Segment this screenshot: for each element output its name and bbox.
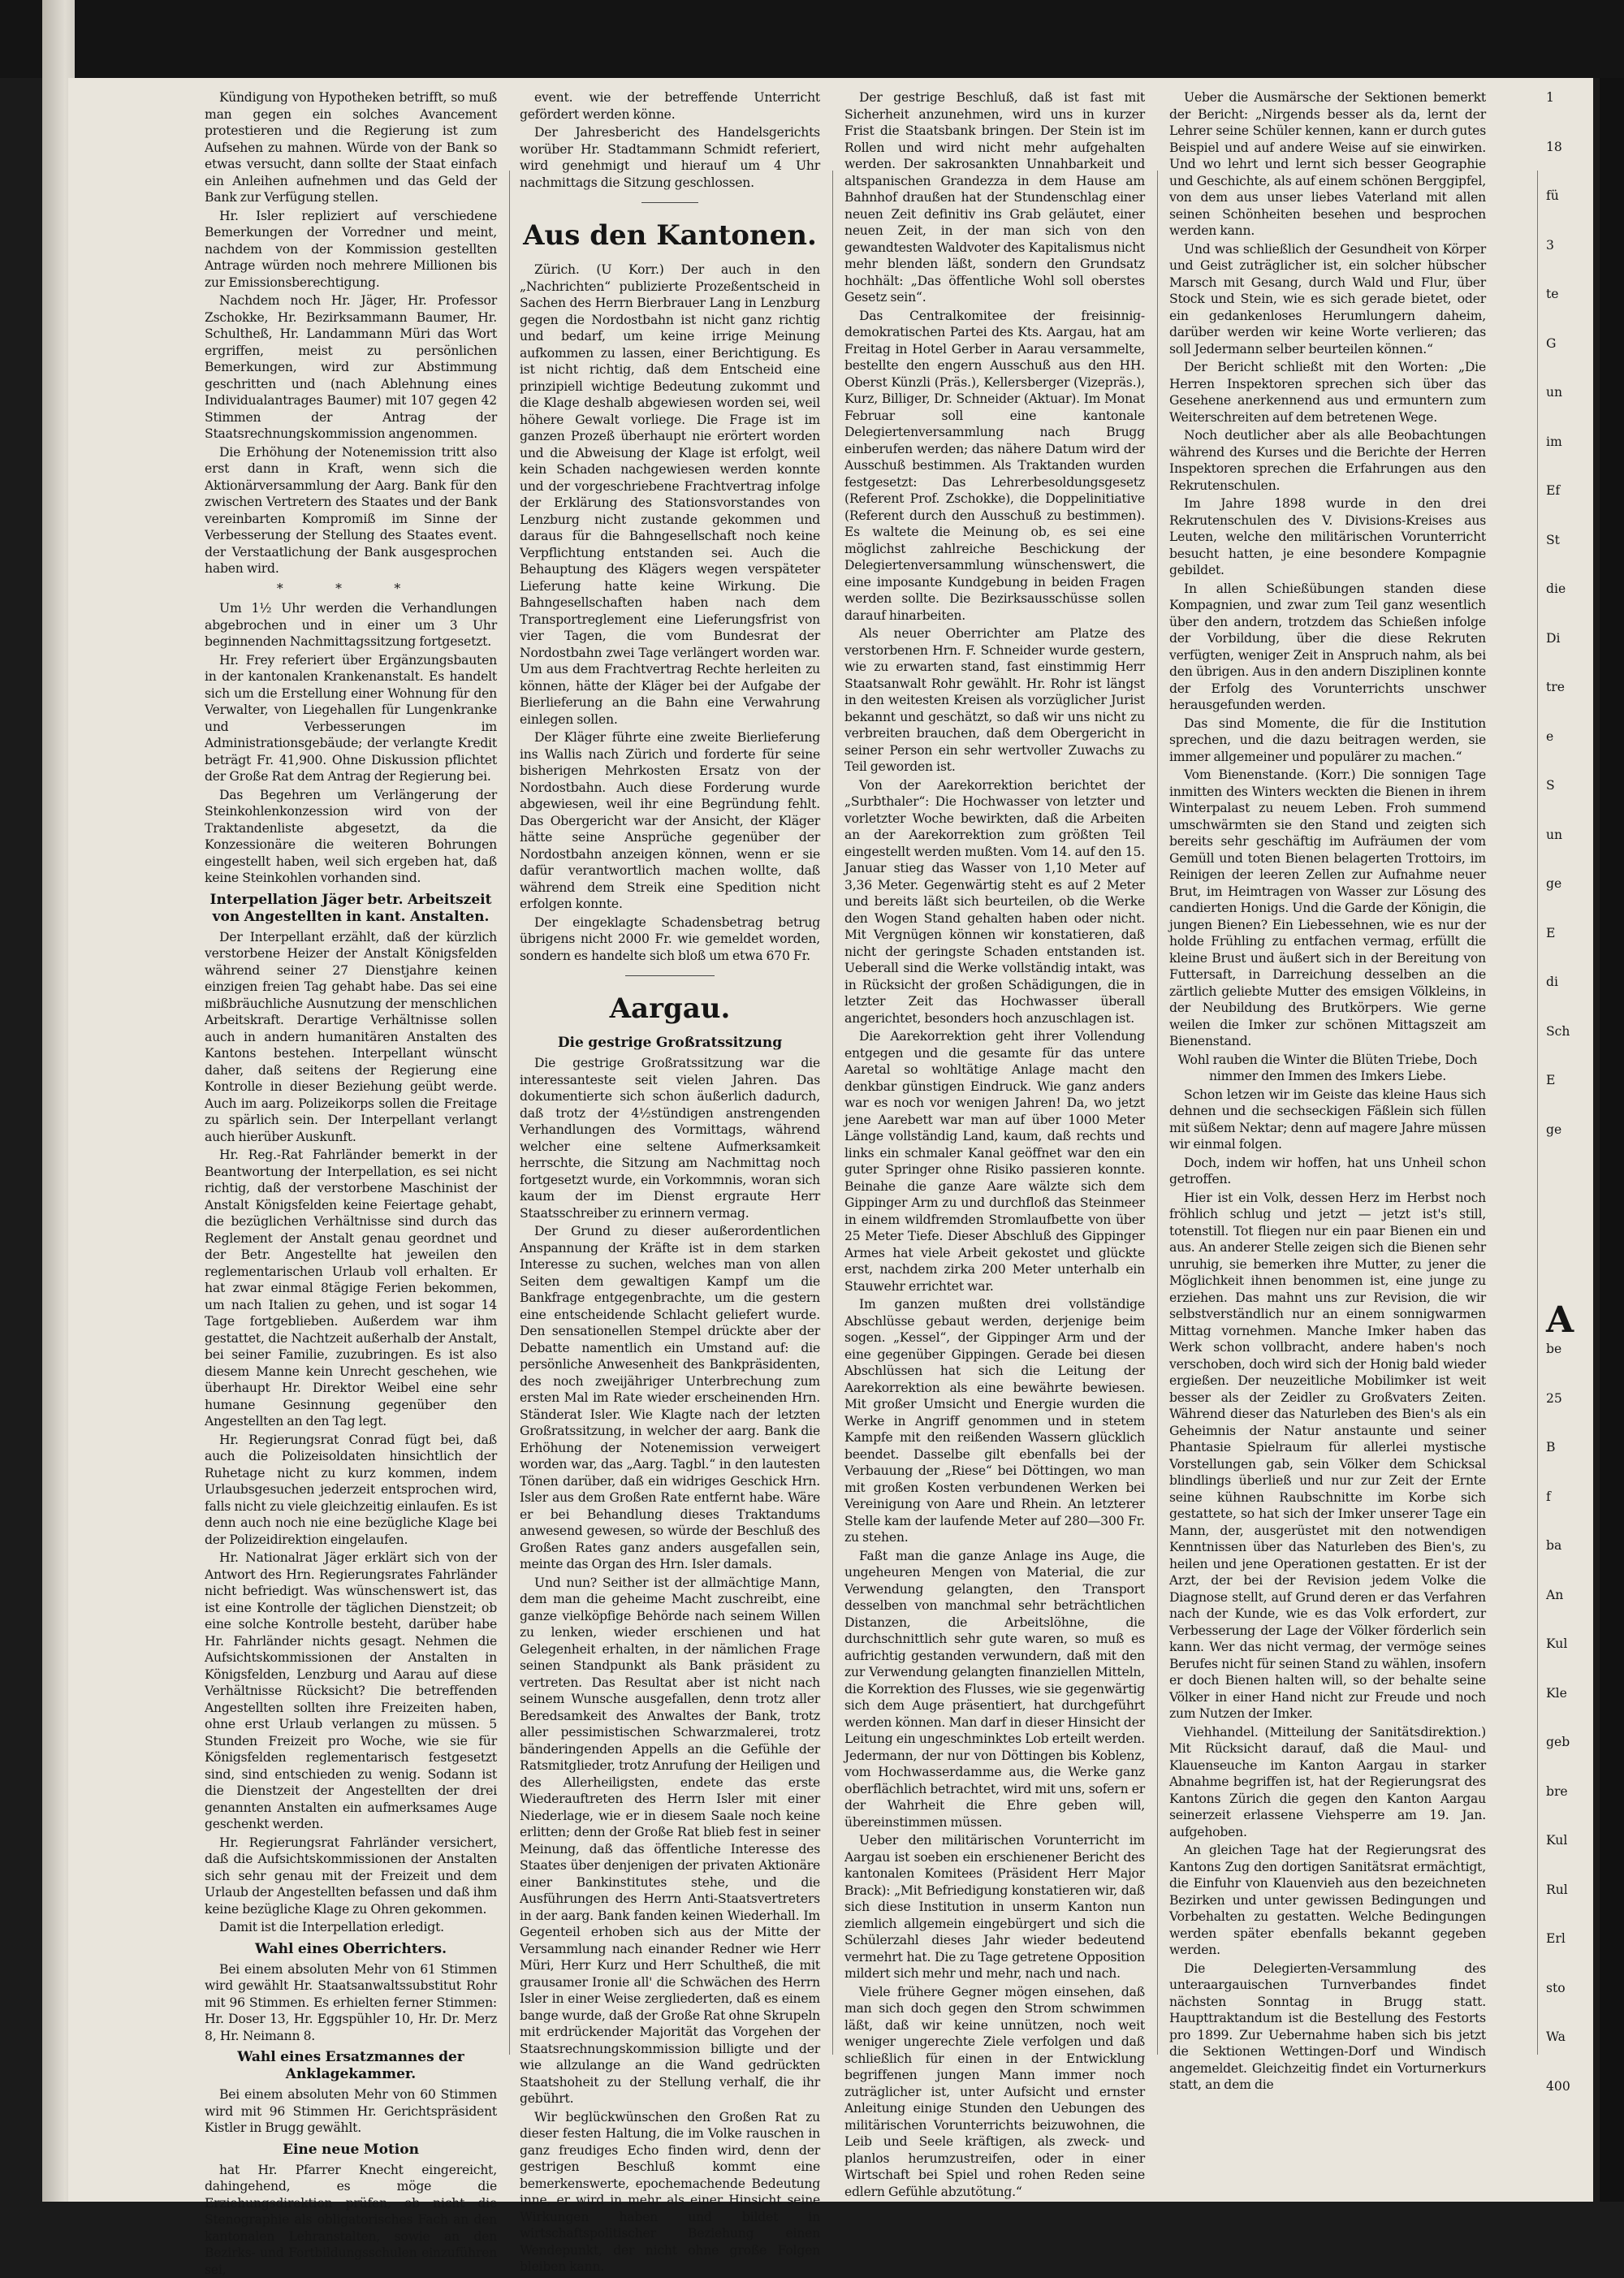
paragraph: Und nun? Seither ist der allmächtige Mann, dem man die geheime Macht zuschreibt, eine ganze vielköpfige Behörde nach seinem Willen zu lenken, wieder erschienen und hat Gelegenheit erhalten, in der nämlichen Frage seinen Standpunkt als Bank präsident zu vertreten. Das Resultat aber ist nicht nach seinem Wunsche ausgefallen, denn trotz aller Beredsamkeit des Anwaltes der Bank, trotz aller pessimistischen Schwarzmalerei, trotz bänderingenden Appells an die Gefühle der Ratsmitglieder, trotz Anrufung der Heiligen und des Allerheiligsten, endete das erste Wiederauftreten des Herrn Isler mit einer Niederlage, wie er in diesem Saale noch keine erlitten; denn der Große Rat blieb fest in seiner Meinung, daß das öffentliche Interesse des Staates über denjenigen der privaten Aktionäre einer Bankinstitutes stehe, und die Ausführungen des Herrn Anti-Staatsvertreters in der aarg. Bank fanden keinen Wiederhall. Im Gegenteil erhoben sich aus der Mitte der Versammlung nach einander Redner wie Herr Müri, Herr Kurz und Herr Schultheß, die mit grausamer Ironie all' die Schwächen des Herrn Isler in einer Weise zergliederten, daß es einem bange wurde, daß der Große Rat ohne Skrupeln mit erdrückender Majorität das Vorgehen der Staatsrechnungskommission billigte und der wie allzulange an die Wand gedrückten Staatshoheit zu der Stellung verhalf, die ihr gebührt. — [520, 1575, 820, 2107]
heading-interpellation: Interpellation Jäger betr. Arbeitszeit von Angestellten in kant. Anstalten. — [205, 892, 497, 926]
fragment-line: 25 — [1546, 1390, 1596, 1407]
paragraph: Ueber den militärischen Vorunterricht im Aargau ist soeben ein erschienener Bericht des kantonalen Komitees (Präsident Herr Major Brack): „Mit Befriedigung konstatieren wir, daß sich diese Institution in unserm Kanton nun ziemlich allgemein eingebürgert und sich die Schülerzahl dieses Jahr wieder bedeutend vermehrt hat. Die zu Tage getretene Opposition mildert sich mehr und mehr, nach und nach. — [844, 1832, 1145, 1982]
column-2 — [520, 89, 820, 2128]
column-4 — [1169, 89, 1486, 2128]
paragraph: Ueber die Ausmärsche der Sektionen bemerkt der Bericht: „Nirgends besser als da, lernt der Lehrer seine Schüler kennen, kann er durch gutes Beispiel und auf andere Weise auf sie einwirken. Und wo lehrt und lernt sich besser Geographie und Geschichte, als auf einem schönen Berggipfel, von dem aus unser liebes Vaterland mit allen seinen Schönheiten besehen und besprochen werden kann. — [1169, 89, 1486, 240]
paragraph: Hr. Isler repliziert auf verschiedene Bemerkungen der Vorredner und meint, nachdem von der Kommission gestellten Antrage würden noch mehrere Millionen bis zur Emissionsberechtigung. — [205, 208, 497, 292]
fragment-line: St — [1546, 532, 1596, 549]
fragment-line: sto — [1546, 1980, 1596, 1997]
scan-right-border — [1600, 78, 1624, 2202]
section-rule — [641, 202, 698, 203]
paragraph: Das sind Momente, die für die Institution sprechen, und die dazu beitragen werden, sie immer allgemeiner und populärer zu machen.“ — [1169, 715, 1486, 766]
fragment-line: Rul — [1546, 1882, 1596, 1899]
section-title-aargau: Aargau. — [520, 991, 820, 1027]
paragraph: Hr. Regierungsrat Conrad fügt bei, daß auch die Polizeisoldaten hinsichtlich der Ruhetage nicht zu kurz kommen, indem Urlaubsgesuchen jederzeit entsprochen wird, falls nicht zu viele gleichzeitig einlaufen. Es ist denn auch noch nie eine bezügliche Klage bei der Polizeidirektion eingelaufen. — [205, 1432, 497, 1549]
fragment-line: die — [1546, 581, 1596, 598]
fragment-line: im — [1546, 434, 1596, 451]
paragraph: Der Bericht schließt mit den Worten: „Die Herren Inspektoren sprechen sich über das Gesehene anerkennend aus und ermuntern zum Weiterschreiten auf dem betretenen Wege. — [1169, 359, 1486, 426]
paragraph: Noch deutlicher aber als alle Beobachtungen während des Kurses und die Berichte der Herren Inspektoren sprechen die Erfahrungen aus den Rekrutenschulen. — [1169, 427, 1486, 494]
paragraph: Der Kläger führte eine zweite Bierlieferung ins Wallis nach Zürich und forderte für seine bisherigen Mehrkosten Ersatz von der Nordostbahn. Auch diese Forderung wurde abgewiesen, weil ihr eine Begründung fehlt. Das Obergericht war der Ansicht, der Kläger hätte seine Ansprüche gegenüber der Nordostbahn anzeigen können, wenn er sie dafür verantwortlich machen wollte, daß während dem Streik eine Spedition nicht erfolgen konnte. — [520, 729, 820, 913]
column-1 — [205, 89, 497, 2128]
paragraph: Als neuer Oberrichter am Platze des verstorbenen Hrn. F. Schneider wurde gestern, wie zu erwarten stand, fast einstimmig Herr Staatsanwalt Rohr gewählt. Hr. Rohr ist längst in den weitesten Kreisen als vorzüglicher Jurist bekannt und geschätzt, so daß wir uns nicht zu verbreiten brauchen, daß dem Obergericht in seiner Person ein sehr wertvoller Zuwachs zu Teil geworden ist. — [844, 625, 1145, 776]
fragment-line: bre — [1546, 1783, 1596, 1800]
paragraph: Bei einem absoluten Mehr von 61 Stimmen wird gewählt Hr. Staatsanwaltssubstitut Rohr mit 96 Stimmen. Es erhielten ferner Stimmen: Hr. Doser 13, Hr. Eggspühler 10, Hr. Dr. Merz 8, Hr. Neimann 8. — [205, 1961, 497, 2045]
paragraph: Doch, indem wir hoffen, hat uns Unheil schon getroffen. — [1169, 1155, 1486, 1188]
paragraph: Zürich. (U Korr.) Der auch in den „Nachrichten“ publizierte Prozeßentscheid in Sachen des Herrn Bierbrauer Lang in Lenzburg gegen die Nordostbahn ist nicht ganz richtig und bedarf, um keine irrige Meinung aufkommen zu lassen, einer Berichtigung. Es ist nicht richtig, daß dem Entscheid eine prinzipiell wichtige Bedeutung zukommt und die Klage deshalb abgewiesen worden sei, weil höhere Gewalt vorliege. Die Frage ist im ganzen Prozeß überhaupt nie erörtert worden und die Abweisung der Klage ist erfolgt, weil kein Schaden nachgewiesen werden konnte und der vorgeschriebene Frachtvertrag infolge der Erklärung des Stationsvorstandes von Lenzburg nicht zustande gekommen und daraus für die Bahngesellschaft noch keine Verpflichtung entstanden sei. Auch die Behauptung des Klägers wegen verspäteter Lieferung hatte keine Wirkung. Die Bahngesellschaften haben nach dem Transportreglement eine Lieferungsfrist von vier Tagen, die vom Bundesrat der Nordostbahn zwei Tage verlängert worden war. Um aus dem Frachtvertrag Rechte herleiten zu können, hätte der Kläger bei der Aufgabe der Bierlieferung an die Bahn eine Verwahrung einlegen sollen. — [520, 262, 820, 728]
fragment-line: B — [1546, 1439, 1596, 1456]
paragraph: An gleichen Tage hat der Regierungsrat des Kantons Zug den dortigen Sanitätsrat ermächtigt, die Einfuhr von Klauenvieh aus den bezeichneten Bezirken und unter gewissen Bedingungen und Vorbehalten zu gestatten. Welche Bedingungen werden später ebenfalls bekannt gegeben werden. — [1169, 1842, 1486, 1959]
paragraph: Die Delegierten-Versammlung des unteraargauischen Turnverbandes findet nächsten Sonntag in Brugg statt. Haupttraktandum ist die Bestellung des Festorts pro 1899. Zur Uebernahme haben sich bis jetzt die Sektionen Wettingen-Dorf und Windisch angemeldet. Gleichzeitig findet ein Vorturnerkurs statt, an dem die — [1169, 1960, 1486, 2094]
paragraph: Hr. Reg.-Rat Fahrländer bemerkt in der Beantwortung der Interpellation, es sei nicht richtig, daß der verstorbene Maschinist der Anstalt Königsfelden keine Feiertage gehabt, die bezüglichen Verhältnisse sind durch das Reglement der Anstalt genau geordnet und der Betr. Angestellte hat jeweilen den reglementarischen Urlaub voll erhalten. Er hat zwar einmal 8tägige Ferien bekommen, um nach Italien zu gehen, und ist sogar 14 Tage fortgeblieben. Außerdem war ihm gestattet, die Nachtzeit außerhalb der Anstalt, bei seiner Familie, zuzubringen. Es ist also diesem Manne kein Unrecht geschehen, wie überhaupt Hr. Direktor Weibel eine sehr humane Gesinnung gegenüber den Angestellten an den Tag legt. — [205, 1147, 497, 1430]
paragraph: Der eingeklagte Schadensbetrag betrug übrigens nicht 2000 Fr. wie gemeldet worden, sondern es handelte sich bloß um etwa 670 Fr. — [520, 914, 820, 965]
paragraph: Der Grund zu dieser außerordentlichen Anspannung der Kräfte ist in dem starken Interesse zu suchen, welches man von allen Seiten dem gewaltigen Kampf um die Bankfrage entgegenbrachte, um die gestern eine entscheidende Schlacht geliefert wurde. Den sensationellen Stempel drückte aber der Debatte namentlich ein Umstand auf: die persönliche Anwesenheit des Bankpräsidenten, des noch zweijähriger Unterbrechung zum ersten Mal im Rate wieder erscheinenden Hrn. Ständerat Isler. Wie Klagte nach der letzten Großratssitzung, in welcher der aarg. Bank die Erhöhung der Notenemission verweigert worden war, das „Aarg. Tagbl.“ in den lautesten Tönen darüber, daß ein widriges Geschick Hrn. Isler aus dem Großen Rate entfernt habe. Wäre er bei Behandlung dieses Traktandums anwesend gewesen, so würde der Beschluß des Großen Rates ganz anders ausgefallen sein, meinte das Organ des Hrn. Isler damals. — [520, 1223, 820, 1573]
paragraph: Hr. Regierungsrat Fahrländer versichert, daß die Aufsichtskommissionen der Anstalten sich sehr genau mit der Freizeit und dem Urlaub der Angestellten befassen und daß ihm keine bezügliche Klage zu Ohren gekommen. — [205, 1835, 497, 1918]
fragment-line: An — [1546, 1587, 1596, 1604]
fragment-line: 1 — [1546, 89, 1596, 106]
section-rule — [625, 975, 715, 976]
fragment-line: Erl — [1546, 1930, 1596, 1947]
section-stars: * * * — [205, 581, 497, 598]
paragraph: Der Interpellant erzählt, daß der kürzlich verstorbene Heizer der Anstalt Königsfelden während seiner 27 Dienstjahre keinen einzigen freien Tag gehabt habe. Das sei eine mißbräuchliche Ausnutzung der menschlichen Arbeitskraft. Derartige Verhältnisse sollen auch in andern humanitären Anstalten des Kantons bestehen. Interpellant wünscht daher, daß seitens der Regierung eine Kontrolle in dieser Beziehung geübt werde. Auch im aarg. Polizeikorps sollen die Freitage zu spärlich sein. Der Interpellant verlangt auch hierüber Auskunft. — [205, 929, 497, 1146]
heading-oberrichter: Wahl eines Oberrichters. — [205, 1941, 497, 1958]
paragraph: Die gestrige Großratssitzung war die interessanteste seit vielen Jahren. Das dokumentierte sich schon äußerlich dadurch, daß trotz der 4½stündigen anstrengenden Verhandlungen des Vormittags, während welcher eine seltene Aufmerksamkeit herrschte, die Sitzung am Nachmittag noch fortgesetzt wurde, ein Vorkommnis, woran sich kaum der im Dienst ergraute Herr Staatsschreiber zu erinnern vermag. — [520, 1055, 820, 1221]
paragraph: Wir beglückwünschen den Großen Rat zu dieser festen Haltung, die im Volke rauschen in ganz freudiges Echo finden wird, denn der gestrigen Beschluß kommt eine bemerkenswerte, epochemachende Bedeutung inne, er wird in mehr als einer Hinsicht seine Wirkungen haben und bildet in wirtschaftspolitischer Beziehung einen Wendepunkt, der nicht ohne große Folgen bleiben kann. — [520, 2109, 820, 2276]
paragraph: Das Begehren um Verlängerung der Steinkohlenkonzession wird von der Traktandenliste abgesetzt, da die Konzessionäre die weiteren Bohrungen eingestellt haben, weil sich ergeben hat, daß keine Steinkohlen vorhanden sind. — [205, 787, 497, 887]
paragraph: hat Hr. Pfarrer Knecht eingereicht, dahingehend, es möge die Erziehungsdirektion prüfen, ob nicht die Stenographie als obligatorisches Fach an den kantonalen Lehranstalten, sowie an den Bezirks- und Fortbildungsschulen einzuführen sei, — [205, 2162, 497, 2278]
paragraph: Der gestrige Beschluß, daß ist fast mit Sicherheit anzunehmen, wird uns in kurzer Frist die Staatsbank bringen. Der Stein ist im Rollen und wird nicht mehr aufgehalten werden. Der sakrosankten Unnahbarkeit und altspanischen Grandezza in dem Hause am Bahnhof draußen hat der Stundenschlag einer neuen Zeit definitiv ins Grab geläutet, einer neuen Zeit, in der man sich von den gewandtesten Waldvoter des Kapitalismus nicht mehr blenden läßt, sondern den Grundsatz hochhält: „Das öffentliche Wohl soll oberstes Gesetz sein“. — [844, 89, 1145, 306]
paragraph: Der Jahresbericht des Handelsgerichts worüber Hr. Stadtammann Schmidt referiert, wird genehmigt und hierauf um 4 Uhr nachmittags die Sitzung geschlossen. — [520, 124, 820, 191]
paragraph: In allen Schießübungen standen diese Kompagnien, und zwar zum Teil ganz wesentlich über den andern, trotzdem das Schießen infolge der Vorbildung, über die diese Rekruten verfügten, weniger Zeit in Anspruch nahm, als bei den übrigen. Aus in den andern Disziplinen konnte der Erfolg des Vorunterrichts unschwer herausgefunden werden. — [1169, 581, 1486, 714]
heading-grossratssitzung: Die gestrige Großratssitzung — [520, 1035, 820, 1052]
fragment-line: Kul — [1546, 1636, 1596, 1653]
paragraph: Das Centralkomitee der freisinnig-demokratischen Partei des Kts. Aargau, hat am Freitag in Hotel Gerber in Aarau versammelte, bestellte den engern Ausschuß aus den HH. Oberst Künzli (Präs.), Kellersberger (Vizepräs.), Kurz, Billiger, Dr. Schneider (Aktuar). Im Monat Februar soll eine kantonale Delegiertenversammlung nach Brugg einberufen werden; das nähere Datum wird der Ausschuß bestimmen. Als Traktanden wurden festgesetzt: Das Lehrerbesoldungsgesetz (Referent Prof. Zschokke), die Doppelinitiative (Referent durch den Ausschuß zu bestimmen). Es waltete die Meinung ob, es sei eine möglichst zahlreiche Beschickung der Delegiertenversammlung wünschenswert, die eine imposante Kundgebung in beiden Fragen werden sollte. Die Bezirksausschüsse sollen darauf hinarbeiten. — [844, 308, 1145, 625]
fragment-line: tre — [1546, 679, 1596, 696]
paragraph: event. wie der betreffende Unterricht gefördert werden könne. — [520, 89, 820, 123]
column-divider — [1537, 171, 1538, 2055]
scan-top-border — [0, 0, 1624, 78]
paragraph: Kündigung von Hypotheken betrifft, so muß man gegen ein solches Avancement protestieren und die Regierung ist zum Aufsehen zu mahnen. Würde von der Bank so etwas versucht, dann sollte der Staat einfach ein Anleihen aufnehmen und das Geld der Bank zur Verfügung stellen. — [205, 89, 497, 206]
fragment-line: f — [1546, 1489, 1596, 1506]
paragraph: Hier ist ein Volk, dessen Herz im Herbst noch fröhlich schlug und jetzt — jetzt ist's still, totenstill. Tot fliegen nur ein paar Bienen ein und aus. An anderer Stelle zeigen sich die Bienen sehr unruhig, sie bemerken ihre Mutter, zu jener die Möglichkeit ihnen benommen ist, eine junge zu erziehen. Das mahnt uns zur Revision, die wir selbstverständlich nur an einem sonnigwarmen Mittag vornehmen. Manche Imker haben das Werk schon vollbracht, andere haben's noch verschoben, doch wird sich der Honig bald wieder ergießen. Der neuzeitliche Mobilimker ist weit besser als der Zeidler zu Großvaters Zeiten. Während dieser das Naturleben des Bien's als ein Geheimnis der Natur anstaunte und seiner Phantasie Spielraum für allerlei mystische Vorstellungen gab, sein Völker dem Schicksal blindlings überließ und nur zur Zeit der Ernte seine kühnen Raubschnitte im Korbe sich gestattete, so hat sich der Imker unserer Tage ein Mann, der, ausgerüstet mit den notwendigen Kenntnissen über das Naturleben des Bien's, zu heilen und jene Operationen gestatten. Er ist der Arzt, der bei der Revision jedem Volke die Diagnose stellt, auf Grund deren er das Verfahren nach der Kunde, wie es das Volk erfordert, zur Verbesserung der Lage der Völker förderlich sein kann. Wer das nicht vermag, der vermöge seines Berufes nicht für seinen Stand zu wählen, insofern er doch Bienen halten will, so der behalte seine Völker in einer Hand nicht zur Freude und noch zum Nutzen der Imker. — [1169, 1190, 1486, 1723]
paragraph: Damit ist die Interpellation erledigt. — [205, 1919, 497, 1936]
fragment-line: be — [1546, 1341, 1596, 1358]
fragment-line: Kle — [1546, 1685, 1596, 1702]
fragment-heading: A — [1546, 1300, 1596, 1341]
fragment-line: S — [1546, 777, 1596, 794]
fragment-line: Wa — [1546, 2029, 1596, 2046]
paragraph: Faßt man die ganze Anlage ins Auge, die ungeheuren Mengen von Material, die zur Verwendung gelangten, den Transport desselben von manchmal sehr beträchtlichen Distanzen, die Arbeitslöhne, die durchschnittlich sehr gute waren, so muß es aufrichtig gestanden verwundern, daß mit den zur Verwendung gelangten finanziellen Mitteln, die Korrektion des Flusses, wie sie gegenwärtig sich dem Auge präsentiert, hat durchgeführt werden können. Man darf in dieser Hinsicht der Leitung ein ungeschminktes Lob erteilt werden. Jedermann, der nur von Döttingen bis Koblenz, vom Hochwasserdamme aus, die Werke ganz oberflächlich betrachtet, wird mit uns, sofern er der Wahrheit die Ehre geben will, übereinstimmen müssen. — [844, 1548, 1145, 1831]
paragraph: Viele frühere Gegner mögen einsehen, daß man sich doch gegen den Strom schwimmen läßt, daß wir keine unnützen, noch weit weniger ungerechte Ziele verfolgen und daß schließlich für einen in der Entwicklung begriffenen jungen Mann immer noch zuträglicher ist, unter Aufsicht und ernster Anleitung einige Stunden den Uebungen des militärischen Vorunterrichts beizuwohnen, die Leib und Seele kräftigen, als zweck- und planlos herumzustreifen, oder in einer Wirtschaft bei Spiel und rohen Reden seine edlern Gefühle abzutötung.“ — [844, 1984, 1145, 2201]
column-divider — [832, 171, 833, 2055]
paragraph: Die Erhöhung der Notenemission tritt also erst dann in Kraft, wenn sich die Aktionärversammlung der Aarg. Bank für den zwischen Vertretern des Staates und der Bank vereinbarten Kompromiß im Sinne der Verbesserung der Stellung des Staates event. der Verstaatlichung der Bank ausgesprochen haben wird. — [205, 444, 497, 577]
fragment-line: Sch — [1546, 1023, 1596, 1040]
paragraph: Vom Bienenstande. (Korr.) Die sonnigen Tage inmitten des Winters weckten die Bienen in ihrem Winterpalast zu neuem Leben. Froh summend umschwärmten sie den Stand und zeigten sich bereits sehr geschäftig im Aufräumen der vom Gemüll und toten Bienen belagerten Trottoirs, im Reinigen der leeren Zellen zur Aufnahme neuer Brut, im Heimtragen von Wasser zur Lösung des candierten Honigs. Und die Garde der Königin, die jungen Bienen? Ein Liebessehnen, wie es nur der holde Frühling zu entfachen vermag, erfüllt die kleine Brust und äußert sich in der Bereitung von Futtersaft, in Darreichung desselben an die zärtlich geliebte Mutter des emsigen Völkleins, in der Neubildung des Brutkörpers. Wie gerne weilen die Imker zur schönen Mittagszeit am Bienenstand. — [1169, 767, 1486, 1050]
fragment-line: Di — [1546, 630, 1596, 647]
paragraph: Im ganzen mußten drei vollständige Abschlüsse gebaut werden, derjenige beim sogen. „Kessel“, der Gippinger Arm und der eine gegenüber Gippingen. Gerade bei diesen Abschlüssen hat sich die Leitung der Aarekorrektion als eine bewährte bewiesen. Mit großer Umsicht und Energie wurden die Werke in Angriff genommen und in stetem Kampfe mit den reißenden Wassern glücklich beendet. Dasselbe gilt ebenfalls bei der Verbauung der „Riese“ bei Döttingen, wo man mit großen Kosten verbundenen Werken bei Vereinigung von Aare und Rhein. An letzterer Stelle kam der laufende Meter auf 280—300 Fr. zu stehen. — [844, 1296, 1145, 1546]
fragment-line: te — [1546, 286, 1596, 303]
fragment-line: Ef — [1546, 482, 1596, 499]
fragment-line: ba — [1546, 1537, 1596, 1554]
next-page-fragment — [1546, 89, 1596, 2120]
paragraph: Schon letzen wir im Geiste das kleine Haus sich dehnen und die sechseckigen Fäßlein sich füllen mit süßem Nektar; denn auf magere Jahre müssen wir einmal folgen. — [1169, 1087, 1486, 1153]
paragraph: Hr. Frey referiert über Ergänzungsbauten in der kantonalen Krankenanstalt. Es handelt sich um die Erstellung einer Wohnung für den Verwalter, von Liegehallen für Lungenkranke und Verbesserungen im Administrationsgebäude; der verlangte Kredit beträgt Fr. 41,900. Ohne Diskussion pflichtet der Große Rat dem Antrag der Regierung bei. — [205, 652, 497, 785]
fragment-line: 3 — [1546, 237, 1596, 254]
paragraph: Im Jahre 1898 wurde in den drei Rekrutenschulen des V. Divisions-Kreises aus Leuten, welche den militärischen Vorunterricht besucht hatten, je eine besondere Kompagnie gebildet. — [1169, 495, 1486, 579]
paragraph: Und was schließlich der Gesundheit von Körper und Geist zuträglicher ist, ein solcher hübscher Marsch mit Gesang, durch Wald und Flur, über Stock und Stein, wie es sich gerade bietet, oder ein gedankenloses Herumlungern daheim, darüber werden wir keine Worte verlieren; das soll Jedermann selber beurteilen können.“ — [1169, 241, 1486, 358]
paragraph: Die Aarekorrektion geht ihrer Vollendung entgegen und die gesamte für das untere Aaretal so wohltätige Anlage macht den denkbar günstigen Eindruck. Wie ganz anders war es noch vor wenigen Jahren! Da, wo jetzt jene Aarebett war man auf über 1000 Meter Länge vollständig Land, kaum, daß rechts und links ein schmaler Kanal geöffnet war den ein guter Springer ohne Risiko passieren konnte. Beinahe die ganze Aare wälzte sich dem Gippinger Arm zu und durchfloß das Steinmeer in einem wildfremden Stromlaufbette von über 25 Meter Tiefe. Dieser Abschluß des Gippinger Armes hat viele Arbeit gekostet und glückte erst, nachdem zirka 200 Meter unterhalb ein Stauwehr errichtet war. — [844, 1028, 1145, 1295]
paragraph: Um 1½ Uhr werden die Verhandlungen abgebrochen und in einer um 3 Uhr beginnenden Nachmittagssitzung fortgesetzt. — [205, 600, 497, 651]
heading-motion: Eine neue Motion — [205, 2142, 497, 2159]
paragraph: Viehhandel. (Mitteilung der Sanitätsdirektion.) Mit Rücksicht darauf, daß die Maul- und Klauenseuche im Kanton Aargau in starker Abnahme begriffen ist, hat der Regierungsrat des Kantons Zürich die gegen den Kanton Aargau seinerzeit erlassene Viehsperre am 19. Jan. aufgehoben. — [1169, 1724, 1486, 1841]
fragment-line: di — [1546, 974, 1596, 991]
fragment-line: G — [1546, 335, 1596, 352]
heading-ersatzmann: Wahl eines Ersatzmannes der Anklagekammer. — [205, 2049, 497, 2083]
fragment-line: E — [1546, 925, 1596, 942]
verse: Wohl rauben die Winter die Blüten Triebe, Doch nimmer den Immen des Imkers Liebe. — [1169, 1052, 1486, 1085]
paragraph: Hr. Nationalrat Jäger erklärt sich von der Antwort des Hrn. Regierungsrates Fahrländer nicht befriedigt. Was wünschenswert ist, das ist eine Kontrolle der täglichen Dienstzeit; ob eine solche Kontrolle besteht, darüber habe Hr. Fahrländer nichts gesagt. Nehmen die Aufsichtskommissionen der Anstalten in Königsfelden, Lenzburg und Aarau auf diese Verhältnisse Rücksicht? Die betreffenden Angestellten sollten ihre Freizeiten haben, ohne erst Urlaub verlangen zu müssen. 5 Stunden Freizeit pro Woche, wie sie für Königsfelden reglementarisch festgesetzt sind, sind entschieden zu wenig. Sodann ist die Dienstzeit der Angestellten der drei genannten Anstalten ein aufmerksames Auge geschenkt werden. — [205, 1550, 497, 1833]
fragment-line: 18 — [1546, 139, 1596, 156]
column-3 — [844, 89, 1145, 2128]
fragment-line: un — [1546, 384, 1596, 401]
fragment-line: E — [1546, 1072, 1596, 1089]
paragraph: Bei einem absoluten Mehr von 60 Stimmen wird mit 96 Stimmen Hr. Gerichtspräsident Kistler in Brugg gewählt. — [205, 2086, 497, 2137]
fragment-line: ge — [1546, 1122, 1596, 1139]
section-title-kantonen: Aus den Kantonen. — [520, 218, 820, 253]
fragment-line: e — [1546, 728, 1596, 746]
fragment-line: ge — [1546, 875, 1596, 893]
column-divider — [1157, 171, 1158, 2055]
fragment-line: 400 — [1546, 2078, 1596, 2095]
paragraph: Nachdem noch Hr. Jäger, Hr. Professor Zschokke, Hr. Bezirksammann Baumer, Hr. Schultheß, Hr. Landammann Müri das Wort ergriffen, meist zu persönlichen Bemerkungen, wird zur Abstimmung geschritten und (nach Ablehnung eines Individualantrages Baumer) mit 107 gegen 42 Stimmen der Antrag der Staatsrechnungskommission angenommen. — [205, 292, 497, 443]
fragment-line: Kul — [1546, 1832, 1596, 1849]
fragment-line: fü — [1546, 188, 1596, 205]
fragment-line: un — [1546, 827, 1596, 844]
fragment-line: geb — [1546, 1734, 1596, 1751]
paragraph: Von der Aarekorrektion berichtet der „Surbthaler“: Die Hochwasser von letzter und vorletzter Woche bewirkten, daß die Arbeiten an der Aarekorrektion zum größten Teil eingestellt werden mußten. Vom 14. auf den 15. Januar stieg das Wasser von 1,10 Meter auf 3,36 Meter. Gegenwärtig steht es auf 2 Meter und bereits läßt sich beurteilen, ob die Werke den Wogen Stand gehalten haben oder nicht. Mit Vergnügen können wir konstatieren, daß nicht der geringste Schaden entstanden ist. Ueberall sind die Werke vollständig intakt, was in Rücksicht der großen Schädigungen, die in letzter Zeit das Hochwasser überall angerichtet, besonders hoch anzuschlagen ist. — [844, 777, 1145, 1027]
column-divider — [509, 171, 510, 2055]
